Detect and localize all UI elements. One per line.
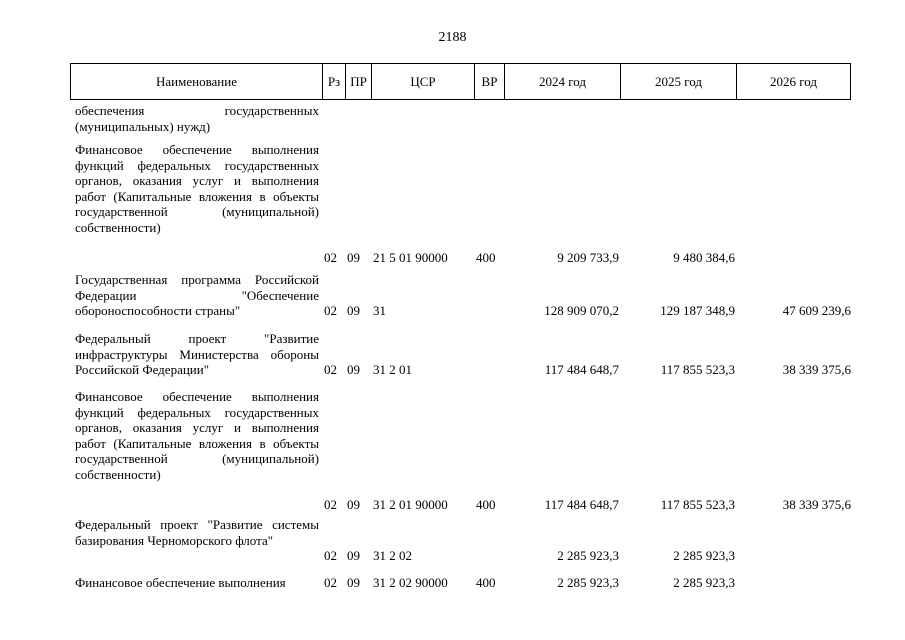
row-name: Федеральный проект "Развитие системы базирования Черноморского флота"	[75, 517, 319, 548]
header-2026: 2026 год	[770, 74, 817, 89]
header-name: Наименование	[71, 64, 323, 99]
row-2026: 47 609 239,6	[782, 303, 851, 318]
row-2026: 38 339 375,6	[782, 362, 851, 377]
row-name: Государственная программа Российской Федерации "Обеспечение обороноспособности страны"	[75, 272, 319, 319]
row-2025: 2 285 923,3	[673, 575, 735, 590]
row-name: Федеральный проект "Развитие инфраструктуры Министерства обороны Российской Федерации"	[75, 331, 319, 378]
row-name: Финансовое обеспечение выполнения	[75, 575, 286, 590]
row-vr: 400	[476, 250, 496, 265]
row-csr: 31 2 01 90000	[373, 497, 448, 512]
row-pr: 09	[347, 303, 360, 318]
page-number: 2188	[438, 30, 467, 45]
row-2024: 2 285 923,3	[557, 575, 619, 590]
row-pr: 09	[347, 250, 360, 265]
row-2024: 2 285 923,3	[557, 548, 619, 563]
row-csr: 31	[373, 303, 386, 318]
row-csr: 31 2 02 90000	[373, 575, 448, 590]
row-rz: 02	[324, 575, 337, 590]
row-csr: 21 5 01 90000	[373, 250, 448, 265]
table-header	[70, 63, 851, 100]
row-name: обеспечения государственных (муниципальных) нужд)	[75, 103, 319, 134]
header-vr: ВР	[475, 64, 505, 99]
row-2026: 38 339 375,6	[782, 497, 851, 512]
row-2024: 117 484 648,7	[544, 497, 619, 512]
row-pr: 09	[347, 575, 360, 590]
header-2024: 2024 год	[505, 64, 621, 99]
row-pr: 09	[347, 497, 360, 512]
header-csr: ЦСР	[372, 64, 475, 99]
row-name: Финансовое обеспечение выполнения функций федеральных государственных органов, оказания услуг и выполнения работ (Капитальные вложения в объекты государственной (муниципальной) собственности)	[75, 389, 319, 482]
header-pr: ПР	[346, 64, 372, 99]
row-2024: 117 484 648,7	[544, 362, 619, 377]
row-name: Финансовое обеспечение выполнения функций федеральных государственных органов, оказания услуг и выполнения работ (Капитальные вложения в объекты государственной (муниципальной) собственности)	[75, 142, 319, 235]
row-vr: 400	[476, 575, 496, 590]
row-rz: 02	[324, 362, 337, 377]
row-rz: 02	[324, 303, 337, 318]
row-2025: 9 480 384,6	[673, 250, 735, 265]
row-2025: 117 855 523,3	[660, 362, 735, 377]
header-2025: 2025 год	[621, 64, 737, 99]
row-rz: 02	[324, 250, 337, 265]
row-csr: 31 2 01	[373, 362, 412, 377]
row-rz: 02	[324, 548, 337, 563]
row-2025: 2 285 923,3	[673, 548, 735, 563]
row-2025: 129 187 348,9	[660, 303, 735, 318]
row-csr: 31 2 02	[373, 548, 412, 563]
header-rz: Рз	[323, 64, 346, 99]
row-rz: 02	[324, 497, 337, 512]
row-2024: 128 909 070,2	[544, 303, 619, 318]
row-2025: 117 855 523,3	[660, 497, 735, 512]
row-pr: 09	[347, 362, 360, 377]
row-vr: 400	[476, 497, 496, 512]
row-2024: 9 209 733,9	[557, 250, 619, 265]
row-pr: 09	[347, 548, 360, 563]
